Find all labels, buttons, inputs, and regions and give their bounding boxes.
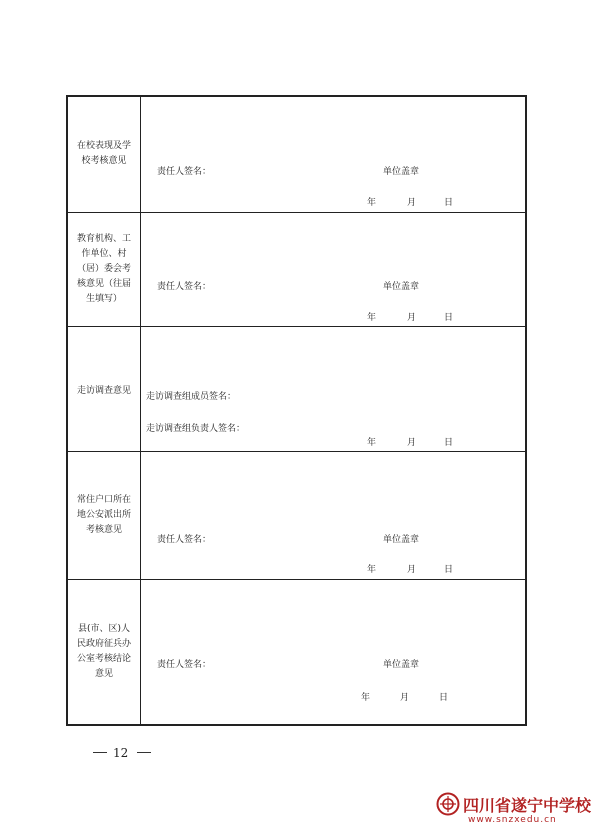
page-number: 12 [113, 746, 129, 760]
month-label: 月 [407, 564, 417, 575]
row-label: 县(市、区)人民政府征兵办公室考核结论意见 [76, 623, 131, 679]
row-content-cell [141, 212, 527, 326]
row-label-cell [67, 96, 141, 212]
unit-seal-label: 单位盖章 [383, 659, 420, 670]
day-label: 日 [444, 437, 454, 448]
page-number-dash-left [93, 752, 107, 753]
responsible-signature-label: 责任人签名： [157, 659, 212, 670]
form-row [67, 451, 526, 579]
row-label-cell [67, 579, 141, 725]
school-emblem-icon [436, 792, 460, 816]
month-label: 月 [407, 312, 417, 323]
responsible-signature-label: 责任人签名： [157, 534, 212, 545]
month-label: 月 [400, 692, 410, 703]
form-row [67, 579, 526, 725]
year-label: 年 [361, 692, 371, 703]
year-label: 年 [367, 198, 377, 208]
year-label: 年 [367, 437, 377, 448]
form-row [67, 212, 526, 326]
day-label: 日 [444, 198, 454, 208]
unit-seal-label: 单位盖章 [383, 534, 420, 545]
row-label: 常住户口所在地公安派出所考核意见 [76, 494, 131, 535]
month-label: 月 [407, 198, 417, 208]
row-content-cell [141, 579, 527, 725]
row-label: 教育机构、工作单位、村（居）委会考核意见（往届生填写） [76, 233, 131, 304]
day-label: 日 [444, 564, 454, 575]
unit-seal-label: 单位盖章 [383, 167, 420, 177]
year-label: 年 [367, 564, 377, 575]
day-label: 日 [439, 692, 449, 703]
month-label: 月 [407, 437, 417, 448]
review-form-table [66, 95, 527, 726]
row-label-cell [67, 451, 141, 579]
row-label-cell [67, 212, 141, 326]
row-content-cell [141, 96, 527, 212]
watermark-school-name: 四川省遂宁中学校 [463, 796, 592, 815]
unit-seal-label: 单位盖章 [383, 281, 420, 292]
watermark-url: www.snzxedu.cn [468, 815, 557, 825]
responsible-signature-label: 责任人签名： [157, 281, 212, 292]
form-row [67, 96, 526, 212]
visit-member-signature-label: 走访调查组成员签名： [146, 391, 237, 402]
day-label: 日 [444, 312, 454, 323]
row-content-cell [141, 326, 527, 451]
responsible-signature-label: 责任人签名： [157, 167, 212, 177]
form-row [67, 326, 526, 451]
row-label-cell [67, 326, 141, 451]
year-label: 年 [367, 312, 377, 323]
row-label: 走访调查意见 [76, 386, 131, 396]
row-label: 在校表现及学校考核意见 [76, 141, 131, 167]
visit-leader-signature-label: 走访调查组负责人签名： [146, 423, 246, 434]
row-content-cell [141, 451, 527, 579]
page-number-dash-right [137, 752, 151, 753]
